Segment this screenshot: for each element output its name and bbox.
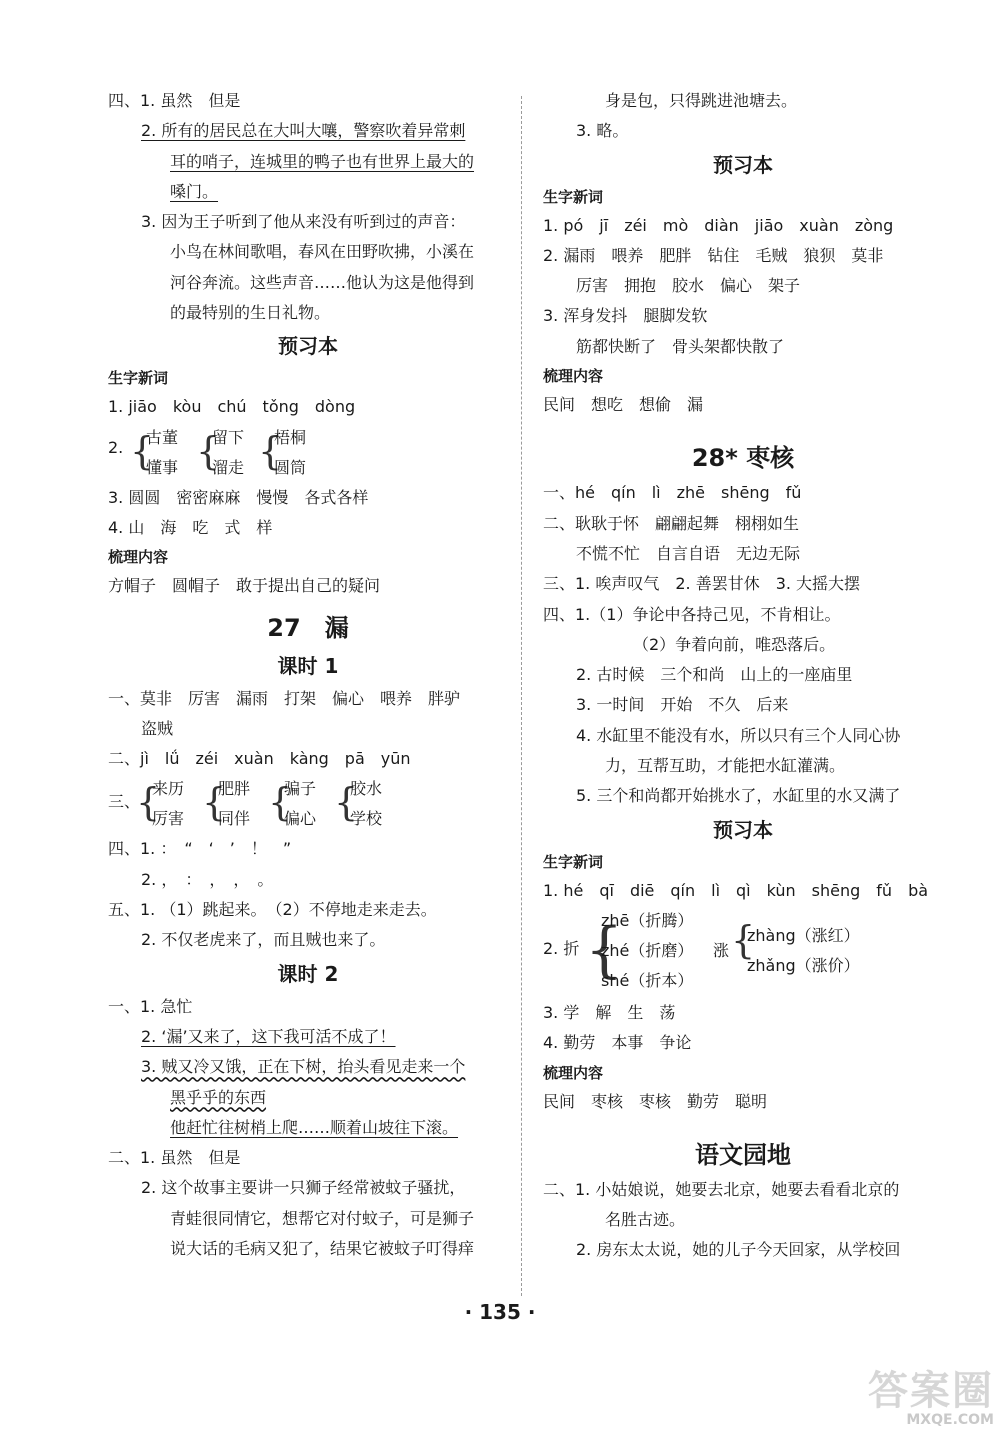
brace-group [108,423,508,483]
answer-line: 3. 一时间 开始 不久 后来 [576,695,789,715]
answer-line: 盗贼 [141,718,174,738]
answer-line: 四、1. ： “ ‘ ’ ！ ” [108,839,292,859]
subsection-label: 生字新词 [543,852,604,871]
watermark-url: MXQE.COM [906,1412,994,1428]
answer-line: 一、1. 急忙 [108,996,193,1016]
right-column [543,86,943,1266]
answer-line: 一、莫非 厉害 漏雨 打架 偏心 喂养 胖驴 [108,688,461,708]
subsection-label: 梳理内容 [108,548,169,567]
spacer [543,420,943,432]
brace-word: 溜走 [212,457,245,477]
subsection-label: 梳理内容 [543,1063,604,1082]
page-number: · 135 · [464,1300,536,1324]
answer-line: 2. 所有的居民总在大叫大嚷，警察吹着异常刺 [141,121,466,141]
brace-icon: { [585,914,624,985]
answer-line: 1. hé qī diē qín lì qì kùn shēng fǔ bà [543,880,929,900]
section-heading: 预习本 [713,152,773,177]
answer-line: 青蛙很同情它，想帮它对付蚊子，可是狮子 [170,1208,475,1228]
brace-word: 胶水 [350,779,383,799]
answer-line: 2. ‘漏’又来了，这下我可活不成了！ [141,1026,396,1046]
answer-line: 3. 学 解 生 荡 [543,1002,676,1022]
brace-word: 学校 [350,809,383,829]
answer-line: 四、1. 虽然 但是 [108,91,241,110]
answer-line: 民间 枣核 枣核 勤劳 聪明 [543,1091,768,1111]
answer-line: 民间 想吃 想偷 漏 [543,395,704,415]
brace-word: zhé（折磨） [601,940,694,960]
brace-word: 留下 [212,427,245,447]
answer-line: 4. 水缸里不能没有水，所以只有三个人同心协 [576,725,901,745]
answer-line: 黑乎乎的东西 [170,1087,267,1107]
answer-line: 耳的哨子，连城里的鸭子也有世界上最大的 [170,151,475,171]
answer-line: 2. 房东太太说，她的儿子今天回家，从学校回 [576,1240,901,1260]
answer-line: 1. pó jī zéi mò diàn jiāo xuàn zòng [543,215,894,235]
brace-word: 偏心 [284,809,317,829]
answer-line: 名胜古迹。 [605,1210,686,1230]
answer-line: 1. jiāo kòu chú tǒng dòng [108,397,356,417]
brace-word: 涨 [713,940,730,960]
section-heading: 预习本 [278,334,338,359]
answer-line: 3. 浑身发抖 腿脚发软 [543,306,708,326]
answer-line: 厉害 拥抱 胶水 偏心 架子 [576,276,801,296]
answer-line: 4. 勤劳 本事 争论 [543,1033,692,1053]
brace-word: zhē（折腾） [601,910,694,930]
answer-line: 5. 三个和尚都开始挑水了，水缸里的水又满了 [576,786,901,806]
answer-line: 二、耿耿于怀 翩翩起舞 栩栩如生 [543,513,800,533]
brace-icon: { [202,780,227,825]
answer-line: 五、1. （1）跳起来。 （2）不停地走来走去。 [108,900,437,920]
answer-line: 3. 圆圆 密密麻麻 慢慢 各式各样 [108,487,369,507]
brace-group [108,774,508,834]
answer-line: 2. 古时候 三个和尚 山上的一座庙里 [576,665,853,685]
brace-word: 圆筒 [274,457,307,477]
brace-icon: { [196,428,221,473]
watermark-text: 答案圈 [868,1368,994,1414]
answer-line: 3. 略。 [576,121,629,141]
brace-icon: { [334,780,359,825]
brace-word: zhǎng（涨价） [747,955,860,975]
answer-line: 2. 不仅老虎来了，而且贼也来了。 [141,930,386,950]
answer-line: 身是包，只得跳进池塘去。 [605,91,798,110]
answer-line: 力，互帮互助，才能把水缸灌满。 [605,756,846,776]
brace-word: 厉害 [152,809,185,829]
brace-word: 肥胖 [218,779,251,799]
brace-word: 同伴 [218,809,251,829]
brace-word: 来历 [152,779,185,799]
subsection-label: 梳理内容 [543,367,604,386]
answer-line: 筋都快断了 骨头架都快散了 [576,336,785,356]
answer-line: 2. ， ： ， ， 。 [141,869,274,889]
lesson-title: 语文园地 [695,1140,791,1169]
brace-icon: { [130,428,155,473]
brace-icon: { [136,780,161,825]
answer-line: 一、hé qín lì zhē shēng fǔ [543,483,802,503]
answer-line: 小鸟在林间歌唱，春风在田野吹拂，小溪在 [170,242,475,262]
answer-line: 3. 贼又冷又饿，正在下树，抬头看见走来一个 [141,1057,466,1077]
answer-line: 的最特别的生日礼物。 [170,303,331,323]
item-number: 2. 折 [543,938,580,958]
answer-line: 2. 这个故事主要讲一只狮子经常被蚊子骚扰， [141,1178,466,1198]
column-divider [521,96,522,1296]
answer-line: 四、1.（1）争论中各持己见，不肯相让。 [543,604,841,624]
watermark-logo [818,1370,994,1436]
left-column [108,86,508,1264]
answer-line: 二、1. 虽然 但是 [108,1148,241,1168]
answer-line: 方帽子 圆帽子 敢于提出自己的疑问 [108,576,381,596]
answer-line: （2）争着向前，唯恐落后。 [633,634,836,654]
answer-line: 三、1. 唉声叹气 2. 善罢甘休 3. 大摇大摆 [543,574,861,594]
answer-line: 河谷奔流。这些声音……他认为这是他得到 [170,272,475,292]
brace-word: 骗子 [284,779,317,799]
answer-line: 嗓门。 [170,181,219,201]
brace-word: 古董 [146,427,179,447]
spacer [543,1117,943,1129]
subsection-label: 生字新词 [108,369,169,388]
answer-line: 不慌不忙 自言自语 无边无际 [576,543,801,563]
answer-line: 说大话的毛病又犯了，结果它被蚊子叮得痒 [170,1239,475,1259]
answer-line: 他赶忙往树梢上爬……顺着山坡往下滚。 [170,1117,459,1137]
item-number: 2. [108,437,124,457]
answer-line: 2. 漏雨 喂养 肥胖 钻住 毛贼 狼狈 莫非 [543,245,884,265]
lesson-title: 27 漏 [267,613,349,642]
brace-icon: { [731,917,756,962]
brace-word: zhàng（涨红） [747,925,860,945]
brace-word: shé（折本） [601,970,694,990]
section-heading: 课时 1 [277,653,339,678]
brace-icon: { [268,780,293,825]
section-heading: 课时 2 [277,961,339,986]
section-heading: 预习本 [713,817,773,842]
answer-line: 二、jì lǘ zéi xuàn kàng pā yūn [108,749,411,769]
brace-icon: { [258,428,283,473]
answer-line: 3. 因为王子听到了他从来没有听到过的声音： [141,212,466,232]
brace-word: 梧桐 [274,427,307,447]
lesson-title: 28* 枣核 [691,444,795,473]
answer-line: 4. 山 海 吃 式 样 [108,517,273,537]
brace-group [543,906,943,998]
brace-word: 懂事 [146,457,179,477]
answer-line: 二、1. 小姑娘说，她要去北京，她要去看看北京的 [543,1179,900,1199]
item-number: 三、 [108,792,141,812]
subsection-label: 生字新词 [543,187,604,206]
